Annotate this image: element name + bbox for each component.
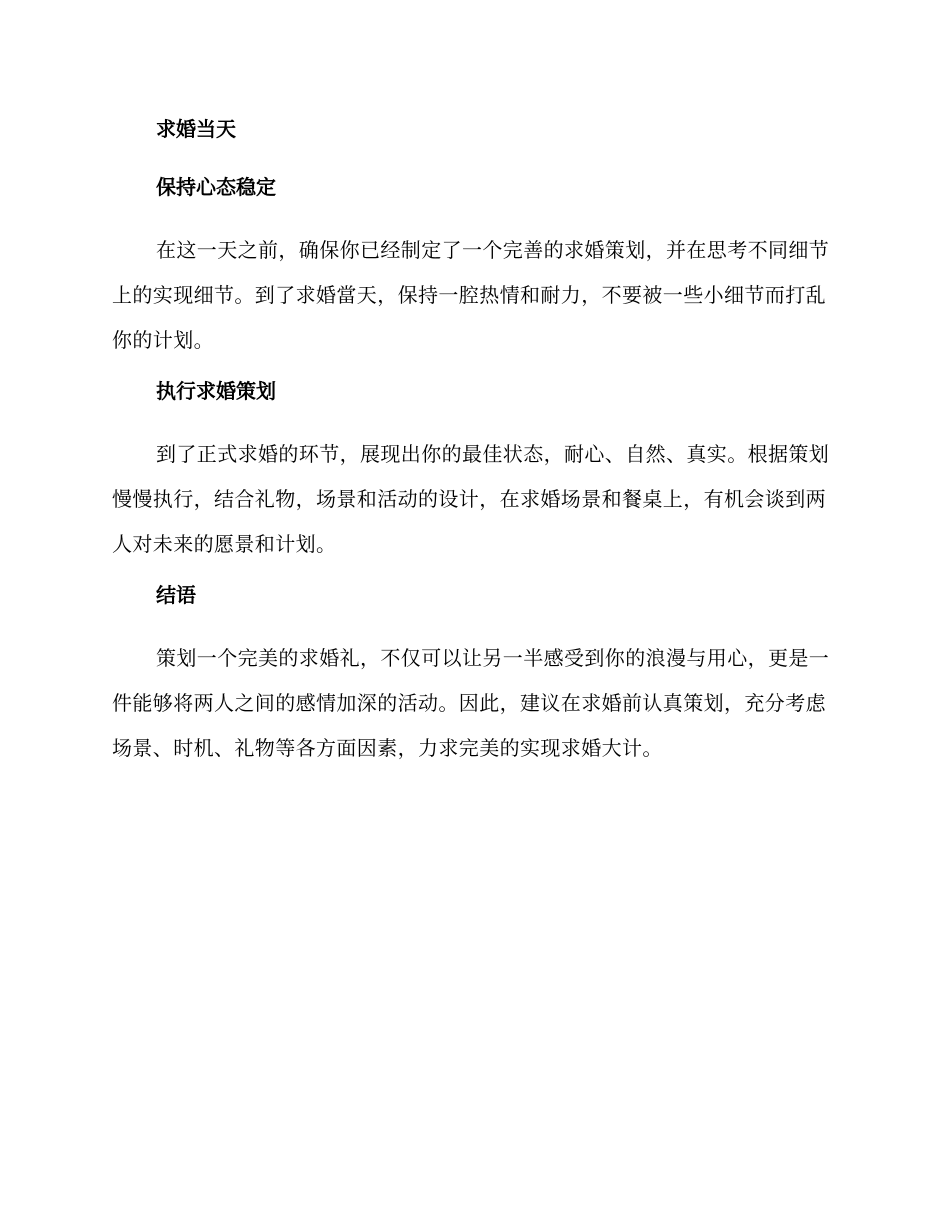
paragraph-conclusion: 策划一个完美的求婚礼，不仅可以让另一半感受到你的浪漫与用心，更是一件能够将两人之间的感情加深的活动。因此，建议在求婚前认真策划，充分考虑场景、时机、礼物等各方面因素，力求完美的实现求婚大计。 — [112, 646, 830, 760]
paragraph-keep-calm: 在这一天之前，确保你已经制定了一个完善的求婚策划，并在思考不同细节上的实现细节。到了求婚當天，保持一腔热情和耐力，不要被一些小细节而打乱你的计划。 — [112, 238, 830, 352]
paragraph-execute-plan: 到了正式求婚的环节，展现出你的最佳状态，耐心、自然、真实。根据策划慢慢执行，结合礼物，场景和活动的设计，在求婚场景和餐桌上，有机会谈到两人对未来的愿景和计划。 — [112, 442, 830, 556]
section-title: 求婚当天 — [156, 117, 236, 141]
subheading-conclusion: 结语 — [156, 583, 196, 607]
subheading-execute-plan: 执行求婚策划 — [156, 379, 276, 403]
document-body — [112, 113, 830, 771]
subheading-keep-calm: 保持心态稳定 — [156, 175, 276, 199]
